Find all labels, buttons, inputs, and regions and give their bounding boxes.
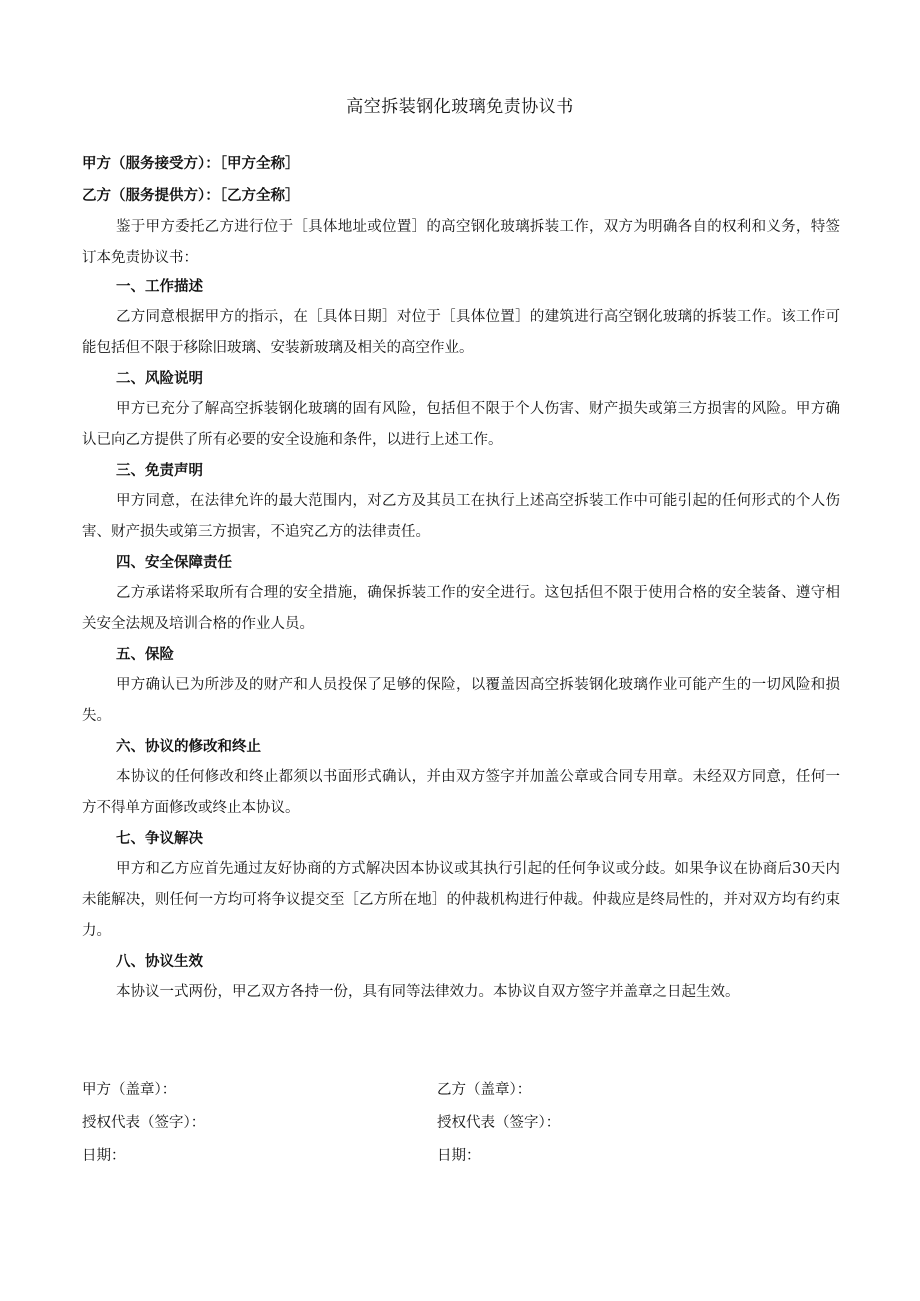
- section-disclaimer: [82, 456, 840, 548]
- section-body: 甲方同意，在法律允许的最大范围内，对乙方及其员工在执行上述高空拆装工作中可能引起的任何形式的个人伤害、财产损失或第三方损害，不追究乙方的法律责任。: [82, 493, 840, 540]
- section-heading: 二、风险说明: [116, 370, 203, 387]
- section-insurance: [82, 640, 840, 732]
- section-risk-statement: [82, 364, 840, 456]
- party-a-representative-label: 授权代表（签字）：: [82, 1115, 206, 1131]
- section-heading: 六、协议的修改和终止: [116, 738, 261, 755]
- party-b-representative-label: 授权代表（签字）：: [437, 1115, 561, 1131]
- section-heading: 七、争议解决: [116, 830, 203, 847]
- section-heading: 八、协议生效: [116, 953, 203, 970]
- section-heading: 五、保险: [116, 646, 174, 663]
- section-work-description: [82, 272, 840, 364]
- section-body: 甲方和乙方应首先通过友好协商的方式解决因本协议或其执行引起的任何争议或分歧。如果争议在协商后30天内未能解决，则任何一方均可将争议提交至［乙方所在地］的仲裁机构进行仲裁。仲裁应是终局性的，并对双方均有约束力。: [82, 861, 840, 939]
- section-effectiveness: [82, 947, 840, 1008]
- party-b-seal-label: 乙方（盖章）：: [437, 1082, 532, 1098]
- section-modification-termination: [82, 732, 840, 824]
- section-body: 本协议的任何修改和终止都须以书面形式确认，并由双方签字并加盖公章或合同专用章。未经双方同意，任何一方不得单方面修改或终止本协议。: [82, 769, 840, 816]
- party-a-date-label: 日期：: [82, 1148, 126, 1164]
- section-heading: 三、免责声明: [116, 462, 203, 479]
- section-dispute-resolution: [82, 824, 840, 947]
- section-body: 本协议一式两份，甲乙双方各持一份，具有同等法律效力。本协议自双方签字并盖章之日起生效。: [116, 984, 740, 1000]
- section-body: 乙方承诺将采取所有合理的安全措施，确保拆装工作的安全进行。这包括但不限于使用合格的安全装备、遵守相关安全法规及培训合格的作业人员。: [82, 585, 840, 632]
- section-safety-responsibility: [82, 548, 840, 640]
- party-b-line: 乙方（服务提供方）：［乙方全称］: [82, 187, 300, 204]
- section-body: 甲方确认已为所涉及的财产和人员投保了足够的保险，以覆盖因高空拆装钢化玻璃作业可能产生的一切风险和损失。: [82, 677, 840, 724]
- party-a-line: 甲方（服务接受方）：［甲方全称］: [82, 155, 300, 172]
- intro-paragraph: 鉴于甲方委托乙方进行位于［具体地址或位置］的高空钢化玻璃拆装工作，双方为明确各自的权利和义务，特签订本免责协议书：: [82, 219, 840, 266]
- party-a-seal-label: 甲方（盖章）：: [82, 1082, 177, 1098]
- section-body: 乙方同意根据甲方的指示，在［具体日期］对位于［具体位置］的建筑进行高空钢化玻璃的拆装工作。该工作可能包括但不限于移除旧玻璃、安装新玻璃及相关的高空作业。: [82, 309, 840, 356]
- section-heading: 一、工作描述: [116, 278, 203, 295]
- document-title: 高空拆装钢化玻璃免责协议书: [346, 97, 574, 117]
- section-heading: 四、安全保障责任: [116, 554, 232, 571]
- section-body: 甲方已充分了解高空拆装钢化玻璃的固有风险，包括但不限于个人伤害、财产损失或第三方损害的风险。甲方确认已向乙方提供了所有必要的安全设施和条件，以进行上述工作。: [82, 401, 840, 448]
- party-b-date-label: 日期：: [437, 1148, 481, 1164]
